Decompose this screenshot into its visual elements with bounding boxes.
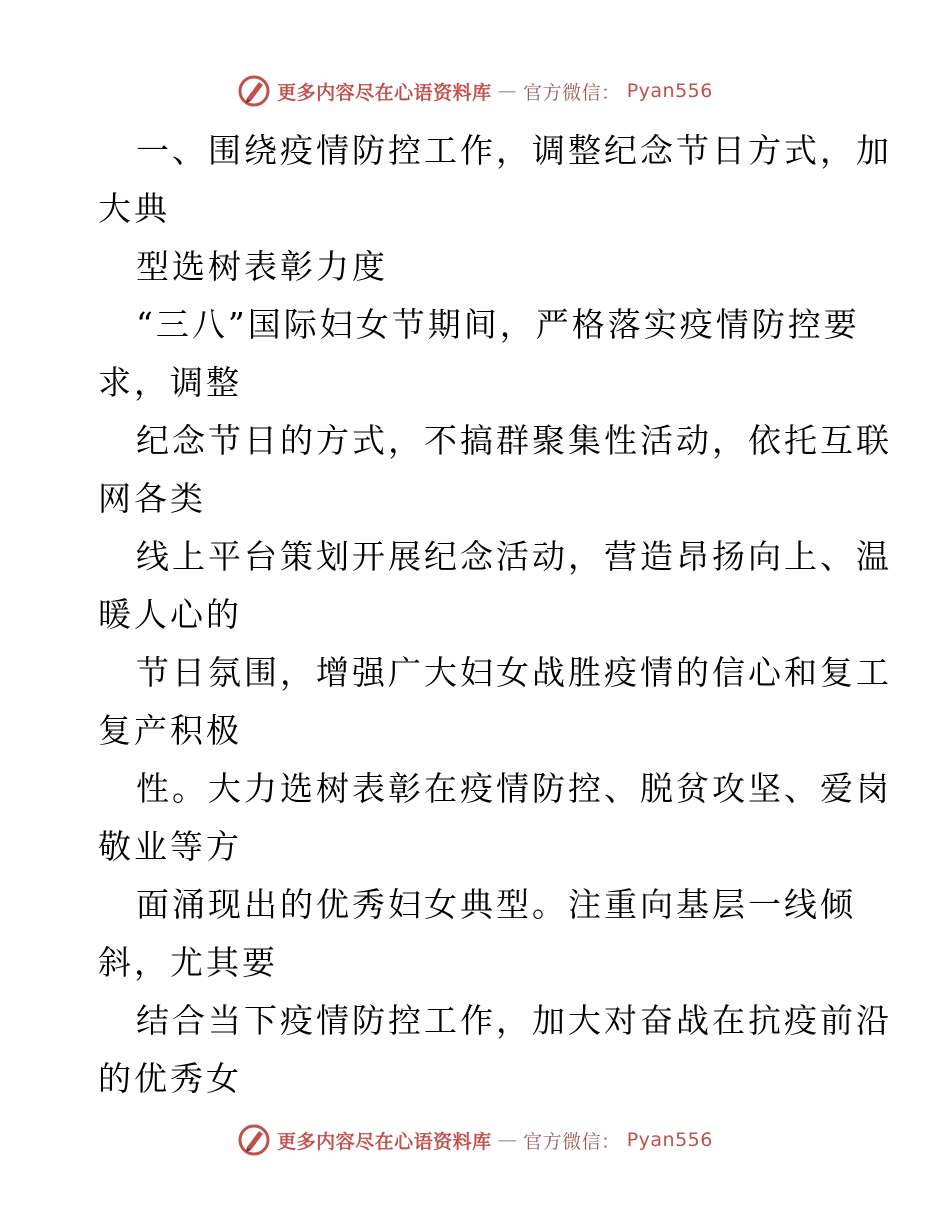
watermark-wechat-label: 官方微信： [523, 1130, 621, 1153]
header-watermark [0, 71, 950, 111]
text-line: 性。大力选树表彰在疫情防控、脱贫攻坚、爱岗 [136, 769, 892, 808]
pen-logo-icon [237, 1123, 271, 1157]
body-text [98, 122, 892, 1108]
text-line: 斜，尤其要 [98, 943, 278, 982]
pen-logo-icon [237, 74, 271, 108]
text-line: 求，调整 [98, 363, 242, 402]
text-line: 大典 [98, 189, 170, 228]
text-line: 暖人心的 [98, 595, 242, 634]
text-line: 一、围绕疫情防控工作，调整纪念节日方式，加 [136, 131, 892, 170]
text-line: 型选树表彰力度 [136, 247, 388, 286]
watermark-separator: — [497, 80, 518, 102]
footer-watermark [0, 1120, 950, 1160]
watermark-text: 更多内容尽在心语资料库 [277, 1130, 492, 1153]
watermark-separator: — [497, 1129, 518, 1151]
watermark-wechat-id: Pyan556 [626, 80, 713, 102]
watermark-text: 更多内容尽在心语资料库 [277, 81, 492, 104]
text-line: 结合当下疫情防控工作，加大对奋战在抗疫前沿 [136, 1001, 892, 1040]
text-line: 网各类 [98, 479, 206, 518]
text-line: 复产积极 [98, 711, 242, 750]
text-line: 纪念节日的方式，不搞群聚集性活动，依托互联 [136, 421, 892, 460]
watermark-wechat-label: 官方微信： [523, 81, 621, 104]
text-line: “三八”国际妇女节期间，严格落实疫情防控要 [136, 305, 860, 344]
text-line: 面涌现出的优秀妇女典型。注重向基层一线倾 [136, 885, 856, 924]
watermark-wechat-id: Pyan556 [626, 1129, 713, 1151]
text-line: 节日氛围，增强广大妇女战胜疫情的信心和复工 [136, 653, 892, 692]
text-line: 的优秀女 [98, 1059, 242, 1098]
text-line: 敬业等方 [98, 827, 242, 866]
text-line: 线上平台策划开展纪念活动，营造昂扬向上、温 [136, 537, 892, 576]
